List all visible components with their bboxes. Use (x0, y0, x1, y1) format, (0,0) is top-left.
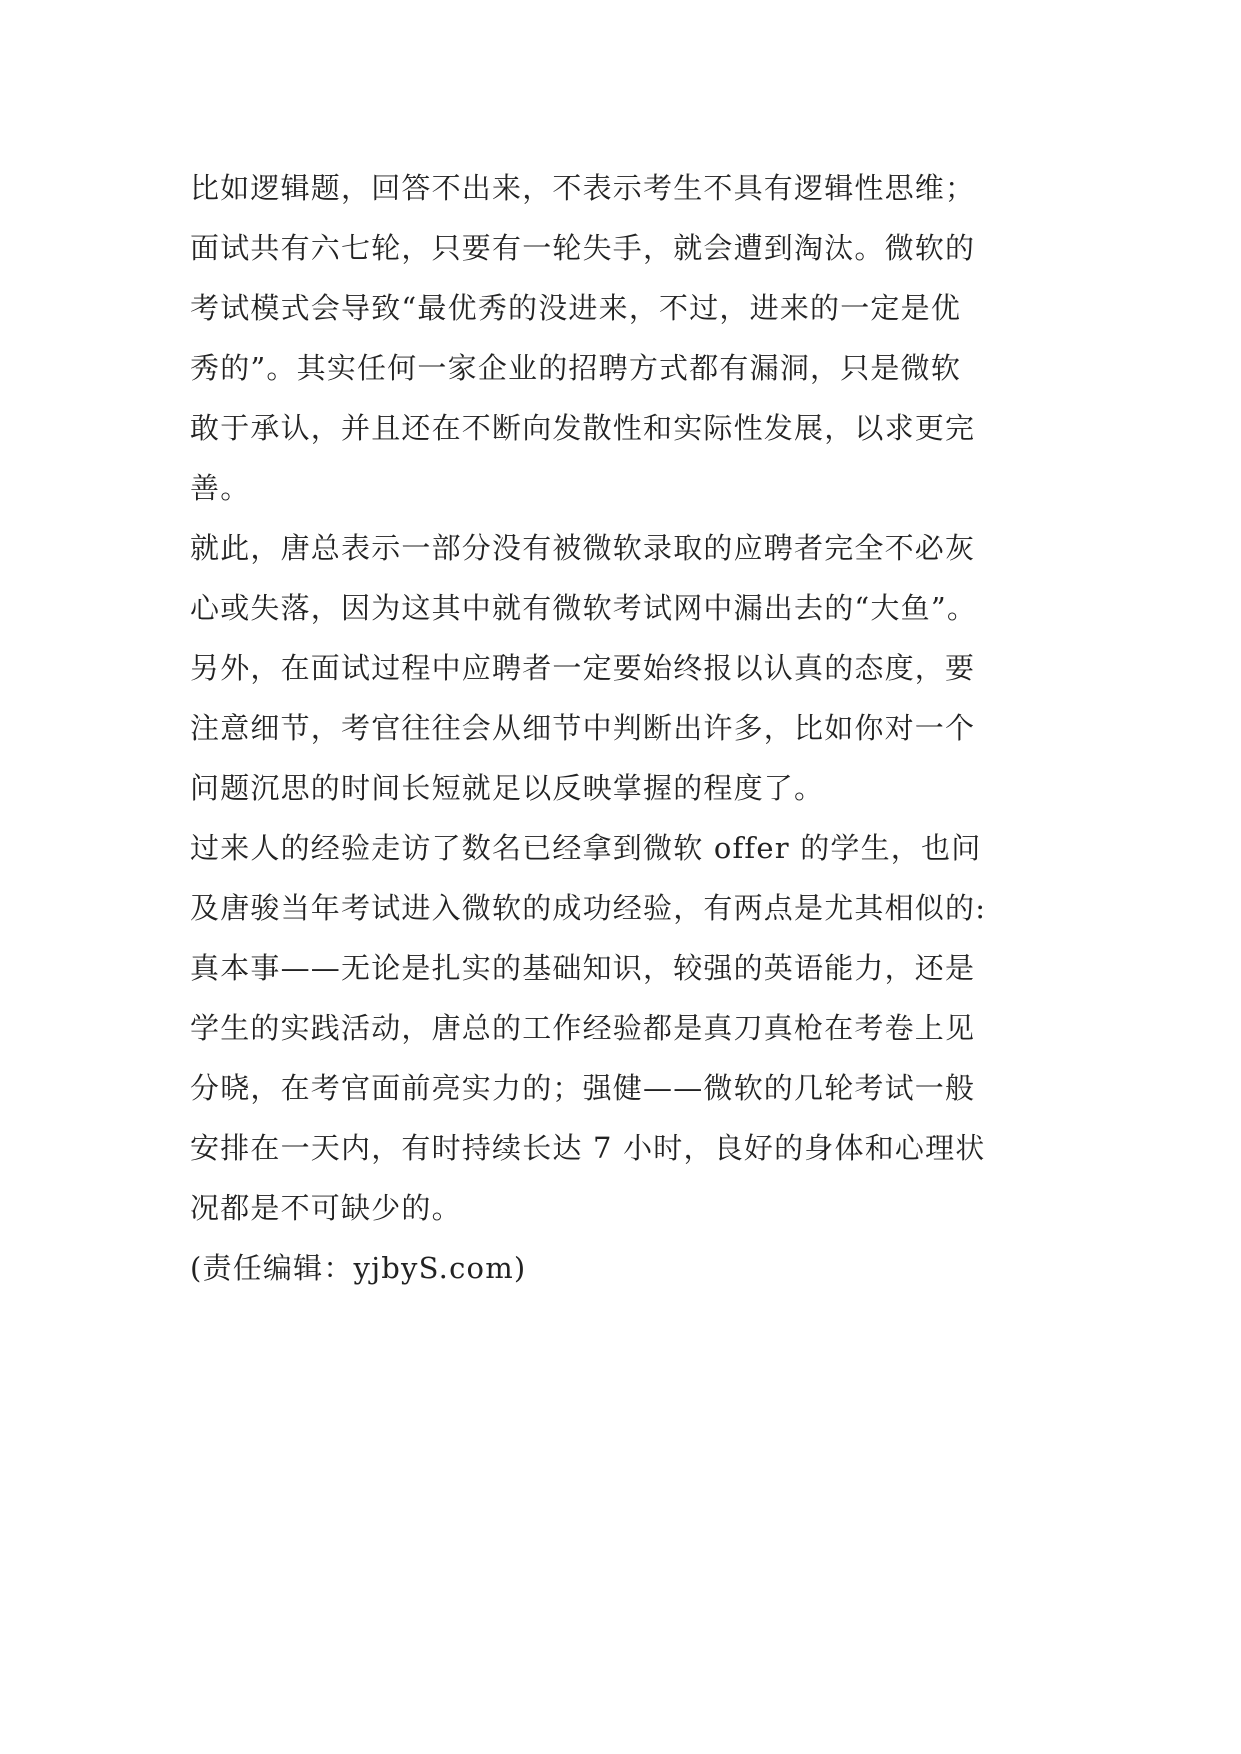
text-line: 问题沉思的时间长短就足以反映掌握的程度了。 (190, 771, 825, 805)
text-line: 敢于承认，并且还在不断向发散性和实际性发展，以求更完 (190, 411, 976, 445)
text-line: 善。 (190, 471, 251, 505)
text-line: 另外，在面试过程中应聘者一定要始终报以认真的态度，要 (190, 651, 976, 685)
text-line: 学生的实践活动，唐总的工作经验都是真刀真枪在考卷上见 (190, 1011, 976, 1045)
text-line: 过来人的经验走访了数名已经拿到微软 offer 的学生，也问 (190, 831, 982, 865)
text-line: 考试模式会导致“最优秀的没进来，不过，进来的一定是优 (190, 291, 962, 325)
text-line: 真本事——无论是扎实的基础知识，较强的英语能力，还是 (190, 951, 976, 985)
article-body (190, 158, 1070, 1298)
text-line: 及唐骏当年考试进入微软的成功经验，有两点是尤其相似的: (190, 891, 987, 925)
text-line: 注意细节，考官往往会从细节中判断出许多，比如你对一个 (190, 711, 976, 745)
text-line: 比如逻辑题，回答不出来，不表示考生不具有逻辑性思维； (190, 171, 976, 205)
text-line: 况都是不可缺少的。 (190, 1191, 462, 1225)
text-line: 秀的”。其实任何一家企业的招聘方式都有漏洞，只是微软 (190, 351, 962, 385)
text-line: 安排在一天内，有时持续长达 7 小时，良好的身体和心理状 (190, 1131, 986, 1165)
text-line: 就此，唐总表示一部分没有被微软录取的应聘者完全不必灰 (190, 531, 976, 565)
editor-credit: (责任编辑：yjbyS.com) (190, 1251, 527, 1285)
text-line: 心或失落，因为这其中就有微软考试网中漏出去的“大鱼”。 (190, 591, 978, 625)
text-line: 分晓，在考官面前亮实力的；强健——微软的几轮考试一般 (190, 1071, 976, 1105)
text-line: 面试共有六七轮，只要有一轮失手，就会遭到淘汰。微软的 (190, 231, 976, 265)
